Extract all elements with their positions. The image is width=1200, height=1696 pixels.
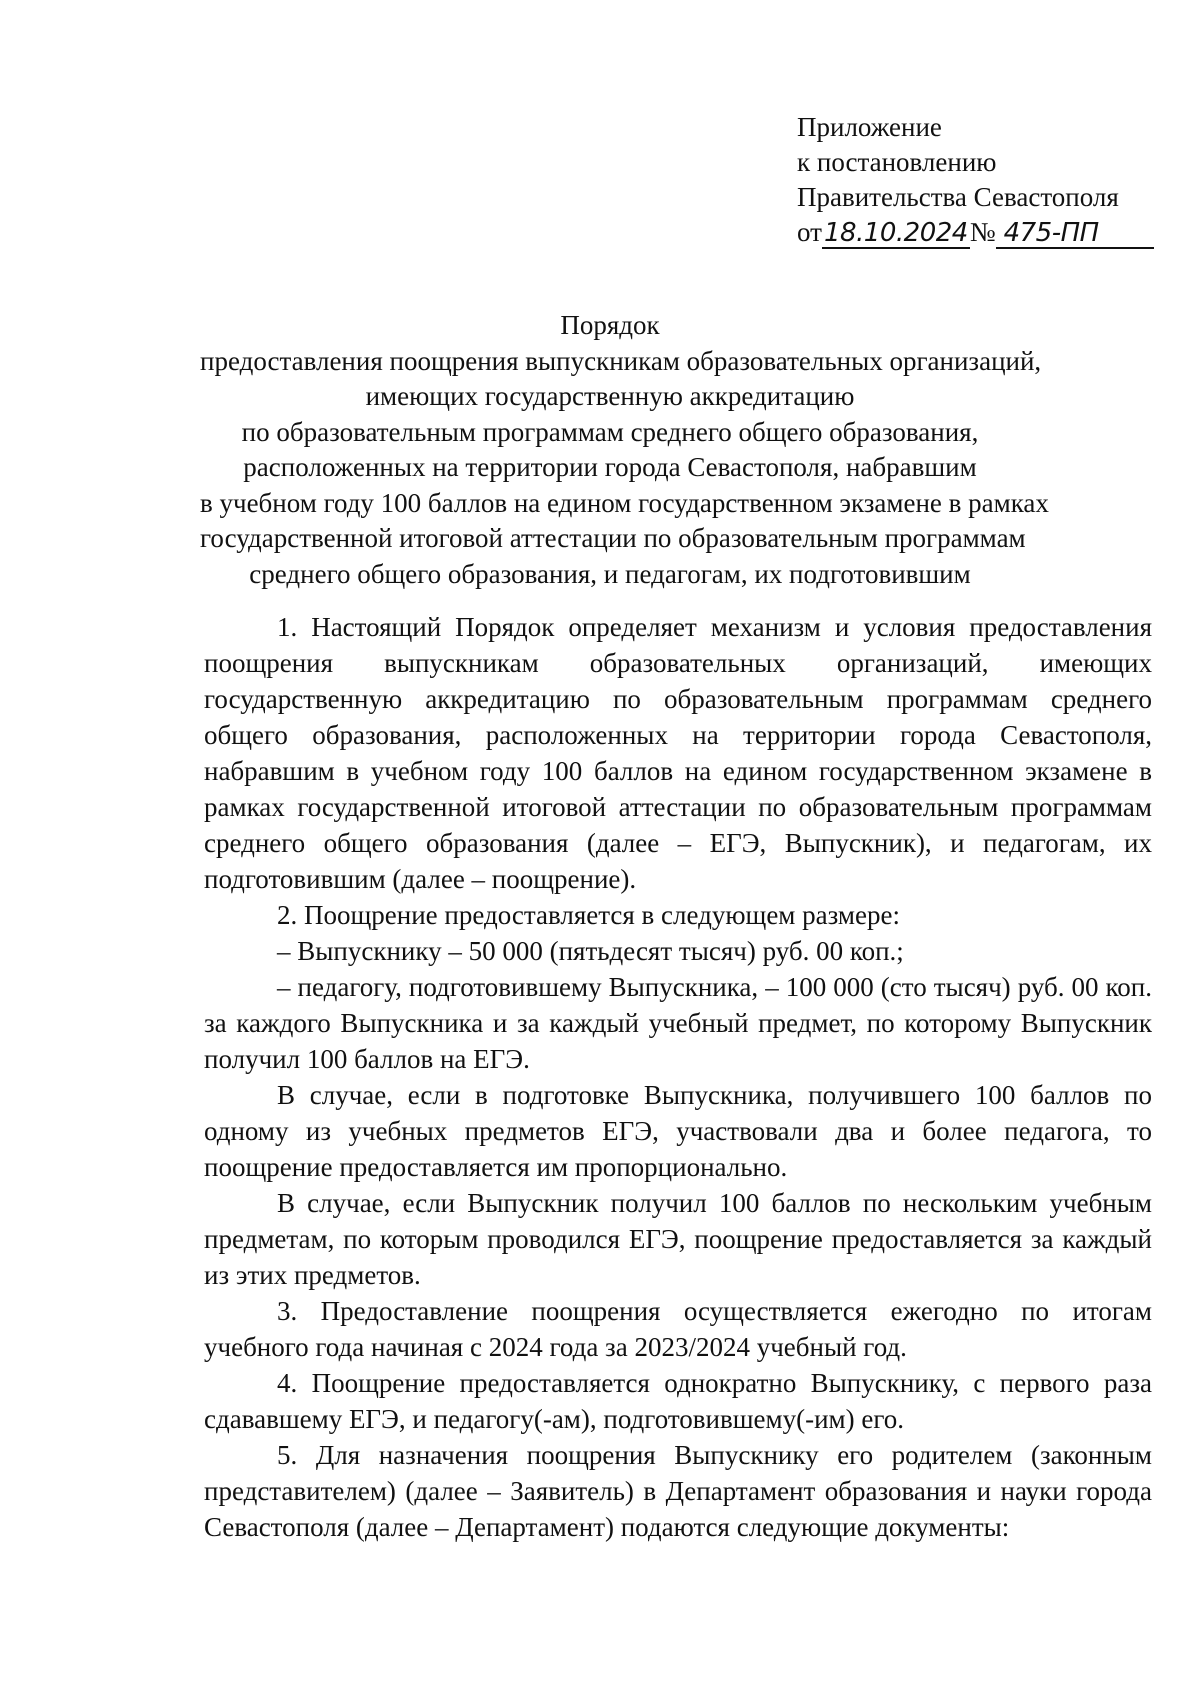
title-line: предоставления поощрения выпускникам образовательных организаций, <box>200 345 1042 376</box>
title-line: государственной итоговой аттестации по образовательным программам <box>200 523 1026 553</box>
title-line: по образовательным программам среднего общего образования, <box>241 416 979 447</box>
appendix-date-line <box>797 215 1154 250</box>
document-title <box>200 308 1049 592</box>
appendix-line-3: Правительства Севастополя <box>797 182 1119 212</box>
paragraph-3: 3. Предоставление поощрения осуществляется ежегодно по итогам учебного года начиная с 2024 года за 2023/2024 учебный год. <box>204 1296 1152 1362</box>
appendix-line-1: Приложение <box>797 112 942 142</box>
paragraph-2-multiple-subjects: В случае, если Выпускник получил 100 баллов по нескольким учебным предметам, по которым проводился ЕГЭ, поощрение предоставляется за каждый из этих предметов. <box>204 1188 1152 1290</box>
number-prefix: № <box>969 217 996 247</box>
date-prefix: от <box>797 217 822 247</box>
appendix-line-2: к постановлению <box>797 147 997 177</box>
paragraph-1: 1. Настоящий Порядок определяет механизм и условия предоставления поощрения выпускникам образовательных организаций, имеющих государственную аккредитацию по образовательным программам среднего общего образования, расположенных на территории города Севастополя, набравшим в учебном году 100 баллов на едином государственном экзамене в рамках государственной итоговой аттестации по образовательным программам среднего общего образования (далее – ЕГЭ, Выпускник), и педагогам, их подготовившим (далее – поощрение). <box>204 612 1152 894</box>
paragraph-2-multiple-teachers: В случае, если в подготовке Выпускника, получившего 100 баллов по одному из учебных предметов ЕГЭ, участвовали два и более педагога, то поощрение предоставляется им пропорционально. <box>204 1080 1152 1182</box>
paragraph-5: 5. Для назначения поощрения Выпускнику его родителем (законным представителем) (далее – Заявитель) в Департамент образования и науки города Севастополя (далее – Департамент) подаются следующие документы: <box>204 1440 1152 1542</box>
appendix-block <box>797 110 1154 250</box>
paragraph-4: 4. Поощрение предоставляется однократно Выпускнику, с первого раза сдававшему ЕГЭ, и педагогу(-ам), подготовившему(-им) его. <box>204 1368 1152 1434</box>
paragraph-2-item-teacher: – педагогу, подготовившему Выпускника, – 100 000 (сто тысяч) руб. 00 коп. за каждого Выпускника и за каждый учебный предмет, по которому Выпускник получил 100 баллов на ЕГЭ. <box>204 972 1152 1074</box>
title-line: в учебном году 100 баллов на едином государственном экзамене в рамках <box>200 487 1049 518</box>
title-line: расположенных на территории города Севастополя, набравшим <box>243 452 977 482</box>
paragraph-2: 2. Поощрение предоставляется в следующем размере: <box>277 900 900 930</box>
title-line: имеющих государственную аккредитацию <box>365 381 855 411</box>
document-body <box>204 609 1152 1545</box>
title-heading: Порядок <box>560 310 660 340</box>
handwritten-date: 18.10.2024 <box>823 218 968 248</box>
handwritten-number: 475-ПП <box>996 219 1154 249</box>
paragraph-2-item-graduate: – Выпускнику – 50 000 (пятьдесят тысяч) руб. 00 коп.; <box>277 936 904 966</box>
title-line: среднего общего образования, и педагогам, их подготовившим <box>249 558 971 589</box>
